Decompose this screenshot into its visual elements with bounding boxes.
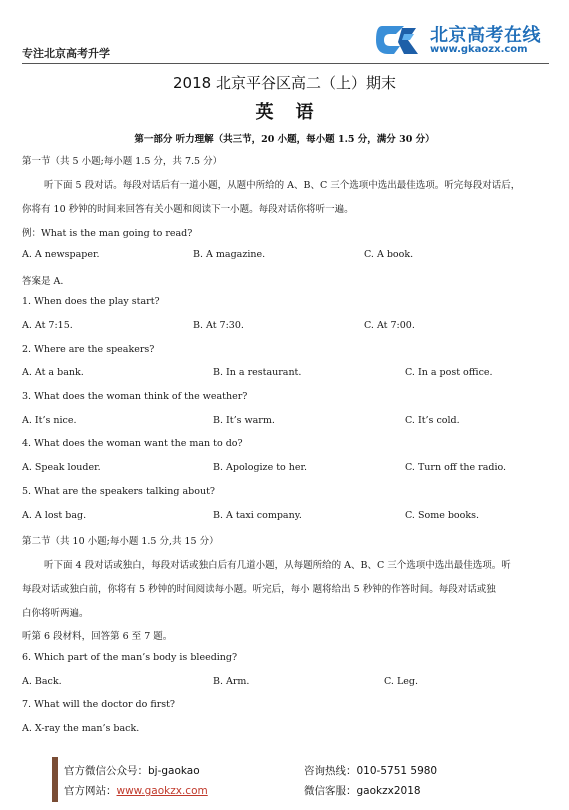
- question-7: 7. What will the doctor do first?: [22, 699, 176, 710]
- q4-option-c: C. Turn off the radio.: [405, 462, 507, 473]
- question-2: 2. Where are the speakers?: [22, 344, 155, 355]
- q5-option-a: A. A lost bag.: [22, 510, 87, 521]
- section1-instruction-line1: 听下面 5 段对话。每段对话后有一道小题，从题中所给的 A、B、C 三个选项中选出最佳选项。听完每段对话后，: [44, 180, 521, 191]
- q5-option-c: C. Some books.: [405, 510, 480, 521]
- header-tagline: 专注北京高考升学: [22, 47, 110, 60]
- q6-option-a: A. Back.: [22, 676, 62, 687]
- q2-option-c: C. In a post office.: [405, 367, 493, 378]
- question-5: 5. What are the speakers talking about?: [22, 486, 215, 497]
- q1-option-a: A. At 7:15.: [22, 320, 73, 331]
- q6-option-b: B. Arm.: [213, 676, 250, 687]
- question-3: 3. What does the woman think of the weather?: [22, 391, 248, 402]
- q2-option-a: A. At a bank.: [22, 367, 84, 378]
- footer-wechat: 官方微信公众号：bj-gaokao: [64, 765, 200, 777]
- logo-name: 北京高考在线: [430, 25, 541, 46]
- footer-website-label: 官方网站：: [64, 785, 117, 797]
- footer-website: [64, 783, 208, 798]
- section2-instruction-line2: 每段对话或独白前，你将有 5 秒钟的时间阅读每小题。听完后，每小 题将给出 5 秒钟的作答时间。每段对话或独: [22, 584, 496, 595]
- doc-subject: 英语: [255, 102, 336, 123]
- question-6: 6. Which part of the man’s body is bleeding?: [22, 652, 238, 663]
- section1-heading: 第一节（共 5 小题;每小题 1.5 分，共 7.5 分）: [22, 156, 223, 167]
- example-question: 例：What is the man going to read?: [22, 228, 193, 239]
- section2-instruction-line3: 白你将听两遍。: [22, 608, 89, 619]
- material-6-heading: 听第 6 段材料，回答第 6 至 7 题。: [22, 631, 173, 642]
- question-1: 1. When does the play start?: [22, 296, 160, 307]
- example-option-b: B. A magazine.: [193, 249, 266, 260]
- q2-option-b: B. In a restaurant.: [213, 367, 302, 378]
- q4-option-a: A. Speak louder.: [22, 462, 101, 473]
- question-4: 4. What does the woman want the man to do?: [22, 438, 243, 449]
- footer-hotline: 咨询热线：010-5751 5980: [304, 765, 438, 777]
- section1-instruction-line2: 你将有 10 秒钟的时间来回答有关小题和阅读下一小题。每段对话你将听一遍。: [22, 204, 354, 215]
- q7-option-a: A. X-ray the man’s back.: [22, 723, 140, 734]
- q3-option-b: B. It’s warm.: [213, 415, 275, 426]
- q1-option-b: B. At 7:30.: [193, 320, 244, 331]
- q5-option-b: B. A taxi company.: [213, 510, 302, 521]
- example-option-a: A. A newspaper.: [22, 249, 100, 260]
- part1-heading: 第一部分 听力理解（共三节，20 小题，每小题 1.5 分，满分 30 分）: [134, 134, 435, 145]
- footer-website-link[interactable]: www.gaokzx.com: [116, 785, 208, 797]
- section2-heading: 第二节（共 10 小题;每小题 1.5 分,共 15 分）: [22, 536, 219, 547]
- footer-service: 微信客服：gaokzx2018: [304, 785, 421, 797]
- example-answer: 答案是 A.: [22, 276, 64, 287]
- logo-url: www.gkaozx.com: [430, 44, 528, 55]
- q1-option-c: C. At 7:00.: [364, 320, 415, 331]
- q3-option-c: C. It’s cold.: [405, 415, 460, 426]
- q3-option-a: A. It’s nice.: [22, 415, 77, 426]
- doc-title: 2018 北京平谷区高二（上）期末: [173, 74, 396, 92]
- example-option-c: C. A book.: [364, 249, 414, 260]
- header-divider: [22, 63, 549, 64]
- q6-option-c: C. Leg.: [384, 676, 419, 687]
- footer-accent-bar: [52, 757, 58, 802]
- q4-option-b: B. Apologize to her.: [213, 462, 308, 473]
- section2-instruction-line1: 听下面 4 段对话或独白，每段对话或独白后有几道小题，从每题所给的 A、B、C 三个选项中选出最佳选项。听: [44, 560, 511, 571]
